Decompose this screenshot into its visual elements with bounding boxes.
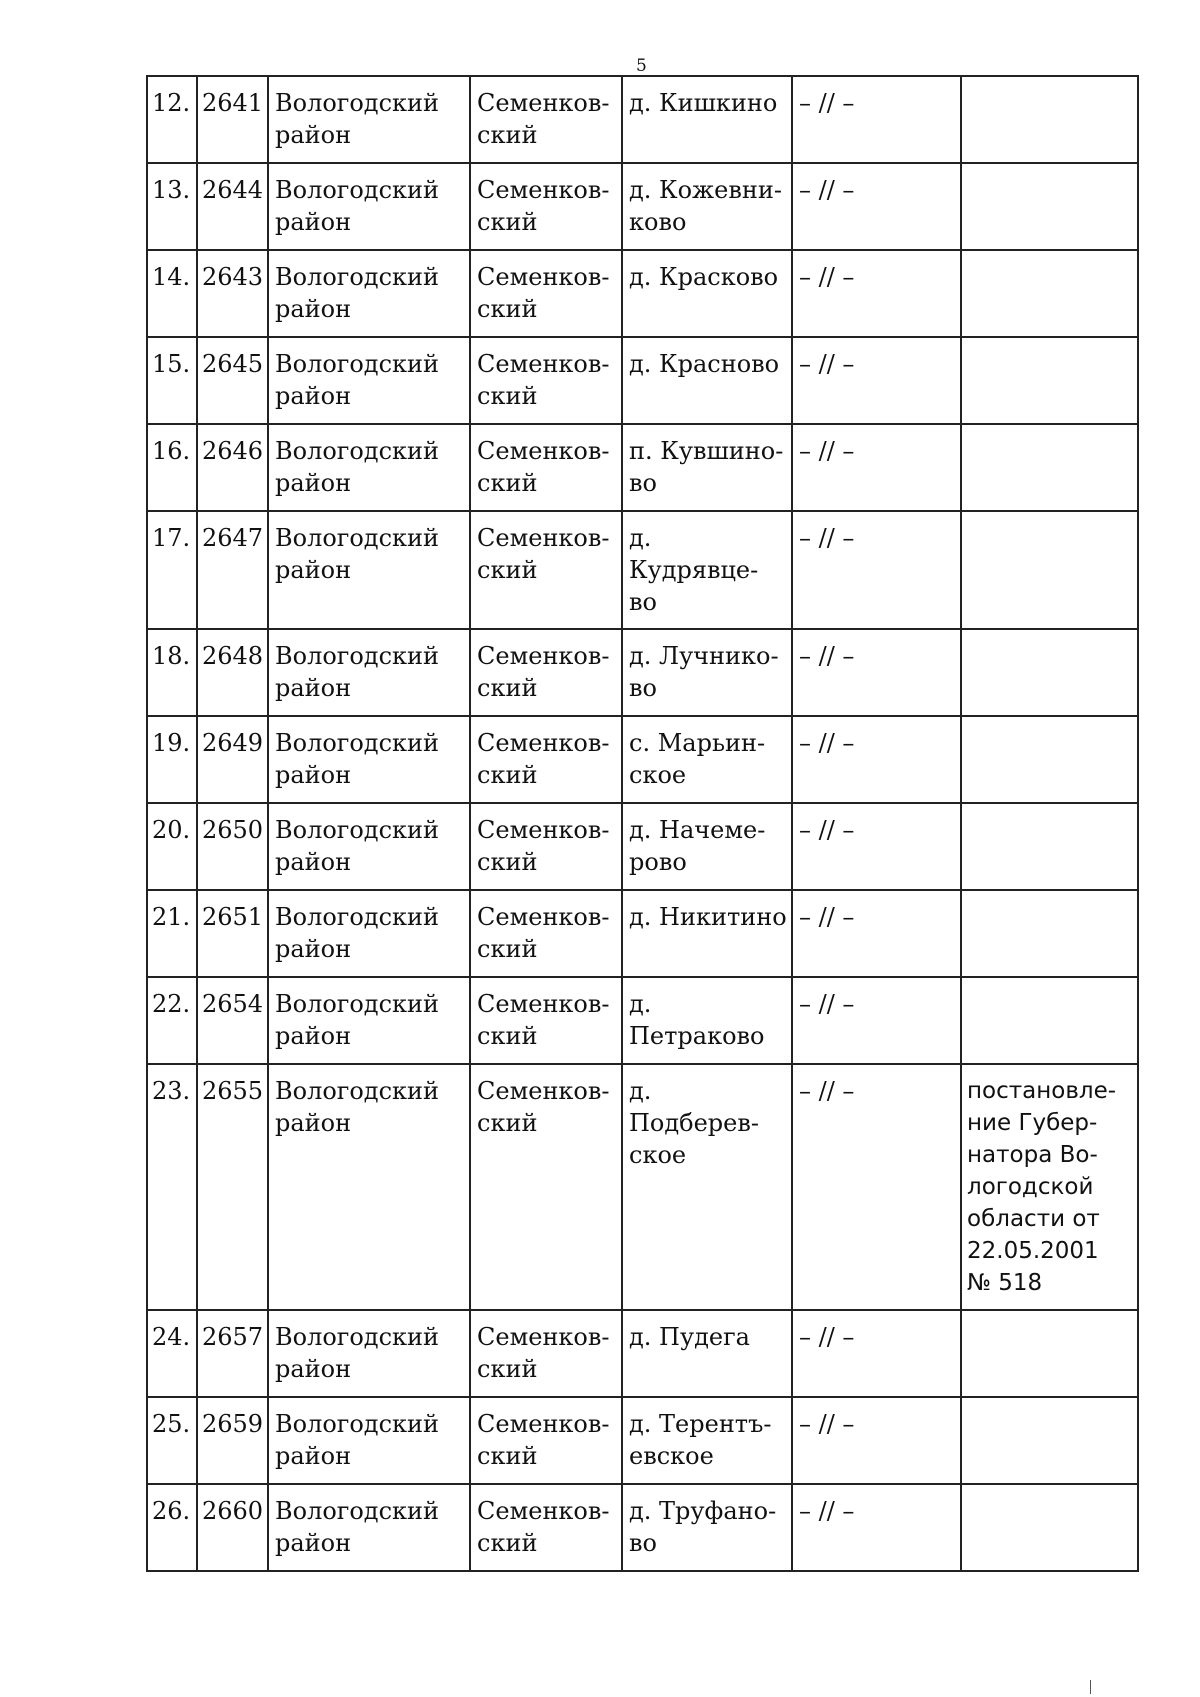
row-note (961, 424, 1138, 511)
row-note (961, 716, 1138, 803)
row-code: 2649 (197, 716, 268, 803)
row-status: – // – (792, 890, 961, 977)
row-place: д. Труфано- во (622, 1484, 792, 1571)
row-status: – // – (792, 76, 961, 163)
table-row (147, 1064, 1138, 1310)
row-council: Семенков- ский (470, 890, 622, 977)
row-place: д. Подберев- ское (622, 1064, 792, 1310)
row-council: Семенков- ский (470, 250, 622, 337)
row-status: – // – (792, 511, 961, 629)
row-district: Вологодский район (268, 76, 470, 163)
row-council: Семенков- ский (470, 1310, 622, 1397)
row-note: постановле- ние Губер- натора Во- логодской области от 22.05.2001 № 518 (961, 1064, 1138, 1310)
table-row (147, 511, 1138, 629)
row-code: 2641 (197, 76, 268, 163)
row-status: – // – (792, 1397, 961, 1484)
row-district: Вологодский район (268, 1397, 470, 1484)
table-row (147, 163, 1138, 250)
row-district: Вологодский район (268, 803, 470, 890)
table-row (147, 890, 1138, 977)
row-status: – // – (792, 629, 961, 716)
row-note (961, 629, 1138, 716)
row-council: Семенков- ский (470, 716, 622, 803)
row-status: – // – (792, 803, 961, 890)
row-council: Семенков- ский (470, 424, 622, 511)
row-place: д. Начеме- рово (622, 803, 792, 890)
row-place: с. Марьин- ское (622, 716, 792, 803)
row-number: 24. (147, 1310, 197, 1397)
page-number: 5 (636, 56, 647, 76)
row-code: 2648 (197, 629, 268, 716)
row-council: Семенков- ский (470, 76, 622, 163)
table-row (147, 803, 1138, 890)
row-status: – // – (792, 1484, 961, 1571)
row-district: Вологодский район (268, 250, 470, 337)
row-place: д. Красково (622, 250, 792, 337)
row-number: 17. (147, 511, 197, 629)
row-code: 2651 (197, 890, 268, 977)
row-district: Вологодский район (268, 629, 470, 716)
row-status: – // – (792, 250, 961, 337)
table-row (147, 629, 1138, 716)
row-code: 2644 (197, 163, 268, 250)
table-row (147, 250, 1138, 337)
row-place: д. Кожевни- ково (622, 163, 792, 250)
row-place: д. Лучнико- во (622, 629, 792, 716)
row-district: Вологодский район (268, 1064, 470, 1310)
row-note (961, 511, 1138, 629)
row-district: Вологодский район (268, 890, 470, 977)
row-status: – // – (792, 1310, 961, 1397)
row-council: Семенков- ский (470, 629, 622, 716)
row-council: Семенков- ский (470, 977, 622, 1064)
row-number: 23. (147, 1064, 197, 1310)
row-place: п. Кувшино- во (622, 424, 792, 511)
table-row (147, 76, 1138, 163)
row-note (961, 163, 1138, 250)
row-code: 2657 (197, 1310, 268, 1397)
registry-table (146, 75, 1139, 1572)
row-number: 19. (147, 716, 197, 803)
row-status: – // – (792, 1064, 961, 1310)
table-body (147, 76, 1138, 1571)
row-code: 2645 (197, 337, 268, 424)
row-number: 26. (147, 1484, 197, 1571)
row-code: 2660 (197, 1484, 268, 1571)
row-note (961, 977, 1138, 1064)
table-row (147, 716, 1138, 803)
row-place: д. Пудега (622, 1310, 792, 1397)
row-note (961, 250, 1138, 337)
row-district: Вологодский район (268, 716, 470, 803)
row-place: д. Терентъ- евское (622, 1397, 792, 1484)
row-council: Семенков- ский (470, 163, 622, 250)
row-number: 22. (147, 977, 197, 1064)
row-council: Семенков- ский (470, 1064, 622, 1310)
row-number: 21. (147, 890, 197, 977)
row-number: 18. (147, 629, 197, 716)
row-district: Вологодский район (268, 424, 470, 511)
row-district: Вологодский район (268, 1310, 470, 1397)
row-note (961, 890, 1138, 977)
row-note (961, 1484, 1138, 1571)
row-council: Семенков- ский (470, 337, 622, 424)
row-note (961, 337, 1138, 424)
row-number: 20. (147, 803, 197, 890)
row-place: д. Кудрявце- во (622, 511, 792, 629)
table-row (147, 424, 1138, 511)
row-code: 2654 (197, 977, 268, 1064)
table-row (147, 337, 1138, 424)
row-number: 14. (147, 250, 197, 337)
row-council: Семенков- ский (470, 511, 622, 629)
table-row (147, 1484, 1138, 1571)
row-note (961, 803, 1138, 890)
row-place: д. Кишкино (622, 76, 792, 163)
row-district: Вологодский район (268, 1484, 470, 1571)
row-code: 2647 (197, 511, 268, 629)
row-number: 25. (147, 1397, 197, 1484)
table-row (147, 1397, 1138, 1484)
row-number: 16. (147, 424, 197, 511)
row-code: 2646 (197, 424, 268, 511)
row-code: 2643 (197, 250, 268, 337)
row-number: 15. (147, 337, 197, 424)
row-code: 2655 (197, 1064, 268, 1310)
row-number: 12. (147, 76, 197, 163)
row-status: – // – (792, 337, 961, 424)
row-council: Семенков- ский (470, 1397, 622, 1484)
row-status: – // – (792, 977, 961, 1064)
row-status: – // – (792, 424, 961, 511)
table-row (147, 977, 1138, 1064)
row-code: 2650 (197, 803, 268, 890)
row-number: 13. (147, 163, 197, 250)
row-code: 2659 (197, 1397, 268, 1484)
scan-mark (1090, 1680, 1091, 1694)
row-district: Вологодский район (268, 977, 470, 1064)
row-council: Семенков- ский (470, 1484, 622, 1571)
row-place: д. Петраково (622, 977, 792, 1064)
row-note (961, 76, 1138, 163)
row-place: д. Красново (622, 337, 792, 424)
row-district: Вологодский район (268, 337, 470, 424)
row-status: – // – (792, 716, 961, 803)
row-place: д. Никитино (622, 890, 792, 977)
row-district: Вологодский район (268, 163, 470, 250)
table-row (147, 1310, 1138, 1397)
row-council: Семенков- ский (470, 803, 622, 890)
row-district: Вологодский район (268, 511, 470, 629)
row-status: – // – (792, 163, 961, 250)
row-note (961, 1397, 1138, 1484)
row-note (961, 1310, 1138, 1397)
